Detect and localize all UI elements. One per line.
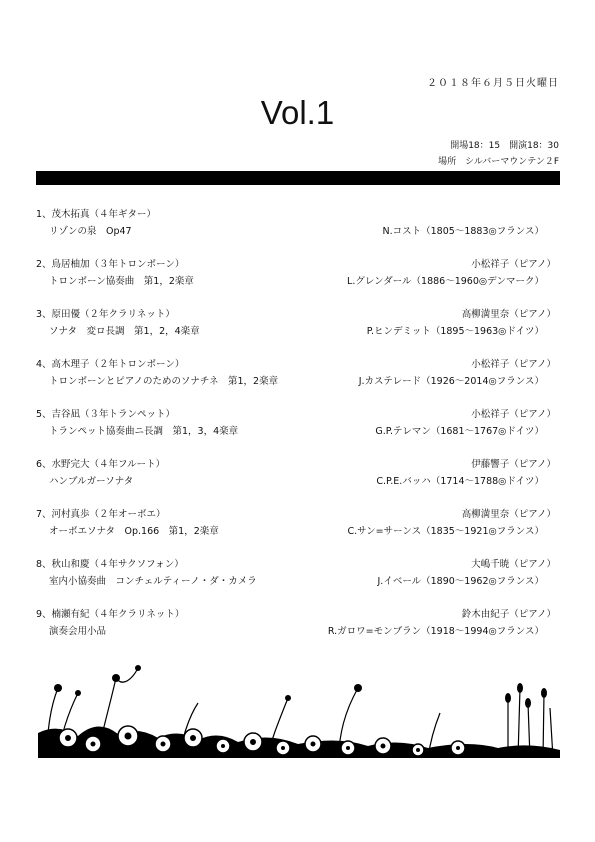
divider-bar	[36, 171, 560, 185]
composer: L.グレンダール（1886～1960◎デンマーク）	[347, 276, 544, 287]
piece-title: リゾンの泉 Op47	[49, 226, 132, 237]
pianist: 小松祥子（ピアノ）	[471, 409, 556, 420]
pianist: 小松祥子（ピアノ）	[471, 359, 556, 370]
program-entry	[36, 408, 556, 458]
composer: J.カステレード（1926～2014◎フランス）	[358, 376, 544, 387]
pianist: 鈴木由紀子（ピアノ）	[461, 609, 556, 620]
program-entry	[36, 608, 556, 658]
composer: C.サン=サーンス（1835～1921◎フランス）	[347, 526, 544, 537]
program-entry	[36, 508, 556, 558]
piece-title: オーボエソナタ Op.166 第1，2楽章	[49, 526, 219, 537]
flower-garden-illustration	[38, 658, 560, 758]
performer: 6、水野完大（４年フルート）	[36, 459, 166, 470]
composer: G.P.テレマン（1681～1767◎ドイツ）	[375, 426, 544, 437]
program-entry	[36, 258, 556, 308]
concert-times: 開場18：15 開演18：30	[450, 141, 559, 151]
performer: 7、河村真歩（２年オーボエ）	[36, 509, 166, 520]
composer: C.P.E.バッハ（1714～1788◎ドイツ）	[376, 476, 544, 487]
piece-title: ハンブルガーソナタ	[49, 476, 134, 487]
program-entry	[36, 208, 556, 258]
program-entry	[36, 458, 556, 508]
concert-date: ２０１８年６月５日火曜日	[427, 78, 559, 89]
performer: 8、秋山和慶（４年サクソフォン）	[36, 559, 184, 570]
performer: 3、原田優（２年クラリネット）	[36, 309, 175, 320]
venue: 場所 シルバーマウンテン２F	[438, 157, 559, 167]
program-entry	[36, 358, 556, 408]
performer: 5、吉谷凪（３年トランペット）	[36, 409, 176, 420]
performer: 9、楠瀬有紀（４年クラリネット）	[36, 609, 185, 620]
composer: J.イベール（1890～1962◎フランス）	[377, 576, 544, 587]
piece-title: ソナタ 変ロ長調 第1，2，4楽章	[49, 326, 200, 337]
program-list	[36, 208, 556, 658]
composer: R.ガロワ=モンブラン（1918～1994◎フランス）	[327, 626, 544, 637]
performer: 2、鳥居柚加（３年トロンボーン）	[36, 259, 185, 270]
pianist: 伊藤響子（ピアノ）	[471, 459, 556, 470]
piece-title: トランペット協奏曲ニ長調 第1，3，4楽章	[49, 426, 239, 437]
page-title: Vol.1	[260, 94, 335, 131]
piece-title: 室内小協奏曲 コンチェルティーノ・ダ・カメラ	[49, 576, 257, 587]
pianist: 高柳満里奈（ピアノ）	[461, 509, 556, 520]
composer: P.ヒンデミット（1895～1963◎ドイツ）	[366, 326, 544, 337]
piece-title: 演奏会用小品	[49, 626, 107, 637]
piece-title: トロンボーン協奏曲 第1，2楽章	[49, 276, 194, 287]
pianist: 大嶋千暁（ピアノ）	[471, 559, 556, 570]
program-entry	[36, 558, 556, 608]
performer: 1、茂木拓真（４年ギター）	[36, 209, 156, 220]
composer: N.コスト（1805～1883◎フランス）	[382, 226, 544, 237]
pianist: 高柳満里奈（ピアノ）	[461, 309, 556, 320]
pianist: 小松祥子（ピアノ）	[471, 259, 556, 270]
program-entry	[36, 308, 556, 358]
performer: 4、高木理子（２年トロンボーン）	[36, 359, 185, 370]
piece-title: トロンボーンとピアノのためのソナチネ 第1，2楽章	[49, 376, 279, 387]
